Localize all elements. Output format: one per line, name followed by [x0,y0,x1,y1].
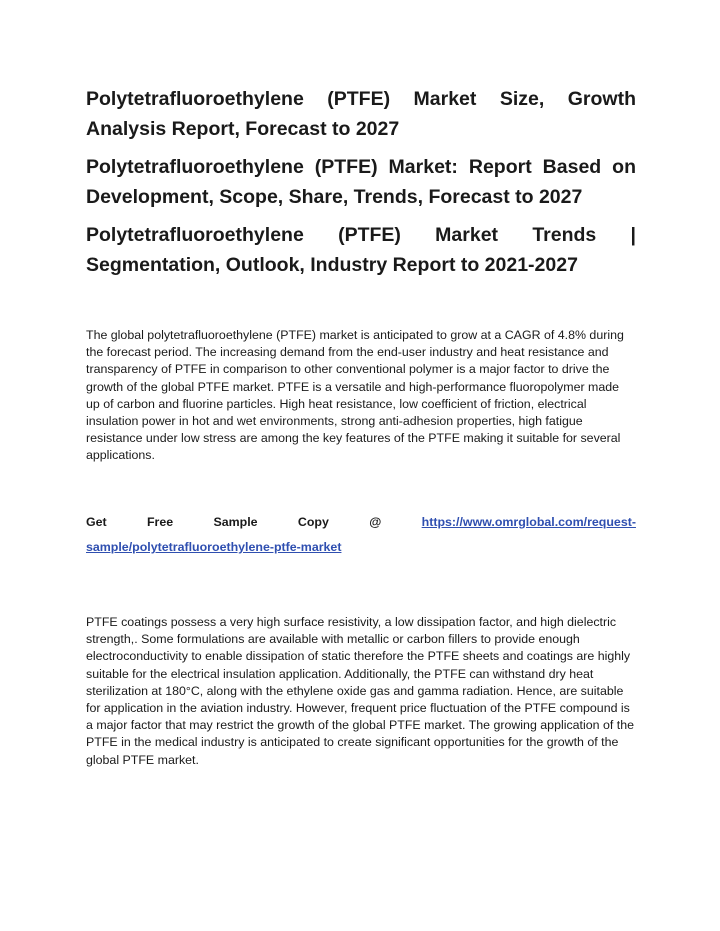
heading-market-trends: Polytetrafluoroethylene (PTFE) Market Trends | Segmentation, Outlook, Industry Report to 2021-2027 [86,224,636,276]
sample-link-part2[interactable]: sample/polytetrafluoroethylene-ptfe-market [86,539,342,554]
heading-market-size: Polytetrafluoroethylene (PTFE) Market Size, Growth Analysis Report, Forecast to 2027 [86,88,636,140]
heading-report-development: Polytetrafluoroethylene (PTFE) Market: Report Based on Development, Scope, Share, Trends, Forecast to 2027 [86,156,636,208]
body-paragraph: PTFE coatings possess a very high surface resistivity, a low dissipation factor, and high dielectric strength,. Some formulations are available with metallic or carbon fillers to provide enough electroconductivity to enable dissipation of static therefore the PTFE sheets and coatings are highly suitable for the electrical insulation application. Additionally, the PTFE can withstand dry heat sterilization at 180°C, along with the ethylene oxide gas and gamma radiation. Hence, are suitable for application in the aviation industry. However, frequent price fluctuation of the PTFE compound is a major factor that may restrict the growth of the global PTFE market. The growing application of the PTFE in the medical industry is anticipated to create significant opportunities for the growth of the global PTFE market. [86,615,634,767]
sample-word-at: @ [369,514,382,529]
sample-word-free: Free [146,514,174,529]
sample-request-block [86,514,636,556]
sample-word-get: Get [86,514,107,529]
sample-link-part1[interactable]: https://www.omrglobal.com/request- [421,514,636,529]
document-page [86,84,636,769]
intro-paragraph: The global polytetrafluoroethylene (PTFE) market is anticipated to grow at a CAGR of 4.8% during the forecast period. The increasing demand from the end-user industry and heat resistance and transparency of PTFE in comparison to other conventional polymer is a major factor to drive the growth of the global PTFE market. PTFE is a versatile and high-performance fluoropolymer made up of carbon and fluorine particles. High heat resistance, low coefficient of friction, electrical insulation power in hot and wet environments, strong anti-adhesion properties, high fatigue resistance under low stress are among the key features of the PTFE making it suitable for several applications. [86,328,624,463]
sample-request-line [86,514,636,531]
sample-word-sample: Sample [213,514,258,529]
sample-word-copy: Copy [297,514,329,529]
